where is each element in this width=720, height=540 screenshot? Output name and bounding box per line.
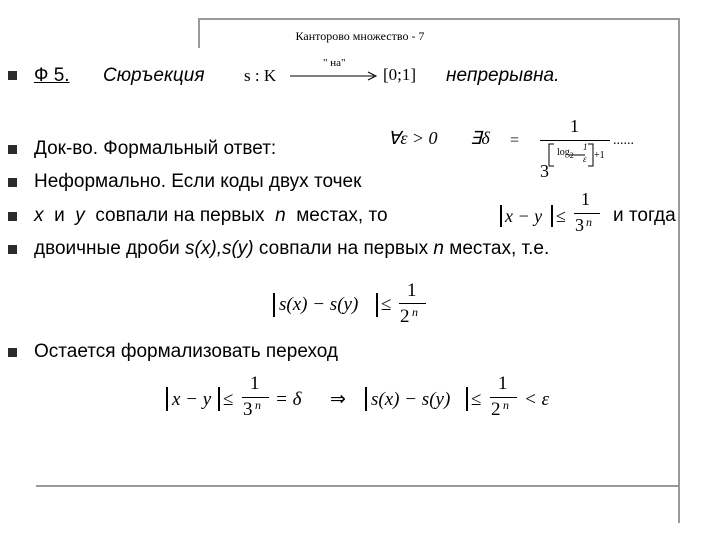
and-then-text: и тогда [613, 205, 676, 226]
var-x: x [34, 205, 44, 226]
coincide-first-text: совпали на первых [253, 238, 434, 259]
frac2-exp: n [412, 305, 418, 319]
le-sign-4: ≤ [471, 389, 482, 410]
less-than-epsilon: < ε [524, 389, 550, 410]
informal-text: Неформально. Если коды двух точек [34, 171, 362, 192]
plus-one: +1 [594, 150, 605, 161]
frac2-num: 1 [407, 280, 417, 301]
exists-delta: ∃δ [470, 128, 490, 148]
coincide-text: совпали на первых [95, 205, 265, 226]
le-sign-2: ≤ [381, 294, 392, 315]
abs-xy-bar-right [218, 387, 220, 411]
sx-sy: s(x),s(y) [185, 238, 254, 259]
x-y-coincide-line [34, 206, 388, 225]
abs-bar-left [500, 205, 502, 227]
surjection-word: Сюръекция [103, 65, 205, 86]
abs-x-minus-y-2: x − y [172, 389, 212, 410]
equals-delta: = δ [275, 389, 302, 410]
frame-top-line [198, 18, 678, 20]
theorem-label [34, 66, 70, 85]
right-arrow-icon [290, 70, 380, 82]
frac-line [574, 213, 600, 214]
frac3-num: 1 [250, 373, 260, 394]
equals-sign: = [510, 132, 520, 149]
frame-right-line [678, 18, 680, 523]
bullet-5 [8, 245, 17, 254]
abs-s2-bar-right [466, 387, 468, 411]
frac4-exp: n [503, 398, 509, 412]
log-inner-one: 1 [583, 142, 588, 152]
bullet-1 [8, 71, 17, 80]
frac2-den: 2 [400, 306, 410, 327]
places-then-text: местах, то [296, 205, 388, 226]
map-s-K: s : K [244, 66, 277, 85]
bullet-3 [8, 178, 17, 187]
forall-epsilon: ∀ε > 0 [388, 128, 438, 148]
proof-formal-text: Док-во. Формальный ответ: [34, 138, 277, 159]
abs-s-bar-left [273, 293, 275, 317]
delta-den-base: 3 [540, 161, 549, 181]
interval-0-1: [0;1] [383, 65, 417, 84]
frac-num: 1 [581, 189, 590, 209]
bullet-7 [8, 348, 17, 357]
bullet-2 [8, 145, 17, 154]
abs-x-minus-y: x − y [505, 206, 543, 226]
log-text: log [557, 147, 570, 158]
continuous-word: непрерывна. [446, 65, 560, 86]
bullet-4 [8, 212, 17, 221]
frac-exp: n [586, 215, 592, 229]
frac-den: 3 [575, 215, 584, 235]
frac2-line [399, 303, 426, 304]
abs-bar-right [551, 205, 553, 227]
places-ie-text: местах, т.е. [444, 238, 550, 259]
ellipsis-dots: ...... [613, 133, 634, 148]
remains-formalize-text: Остается формализовать переход [34, 341, 338, 362]
abs-sx-minus-sy-2: s(x) − s(y) [371, 389, 451, 410]
var-y: y [75, 205, 85, 226]
abs-xy-bar-left [166, 387, 168, 411]
delta-numerator: 1 [570, 116, 579, 136]
frame-bottom-line [36, 485, 680, 487]
theorem-number: Ф 5. [34, 65, 70, 86]
and-word: и [54, 205, 65, 226]
log-epsilon: ε [583, 154, 587, 164]
le-sign-3: ≤ [223, 389, 234, 410]
abs-sx-minus-sy: s(x) − s(y) [279, 294, 359, 315]
frac4-den: 2 [491, 399, 501, 420]
frac3-exp: n [255, 398, 261, 412]
frac4-num: 1 [498, 373, 508, 394]
log-label [557, 148, 574, 160]
arrow-label: " на" [323, 57, 346, 69]
binary-fractions-line [34, 239, 549, 258]
frac3-den: 3 [243, 399, 253, 420]
abs-s2-bar-left [365, 387, 367, 411]
slide-title: Канторово множество - 7 [295, 29, 425, 43]
log-base: 2 [569, 151, 574, 160]
binary-fractions-text: двоичные дроби [34, 238, 186, 259]
var-n-2: n [433, 238, 444, 259]
var-n: n [275, 205, 286, 226]
implies-arrow-icon: ⇒ [330, 389, 346, 410]
abs-s-bar-right [376, 293, 378, 317]
delta-fraction-line [540, 140, 610, 141]
le-sign: ≤ [556, 206, 566, 226]
